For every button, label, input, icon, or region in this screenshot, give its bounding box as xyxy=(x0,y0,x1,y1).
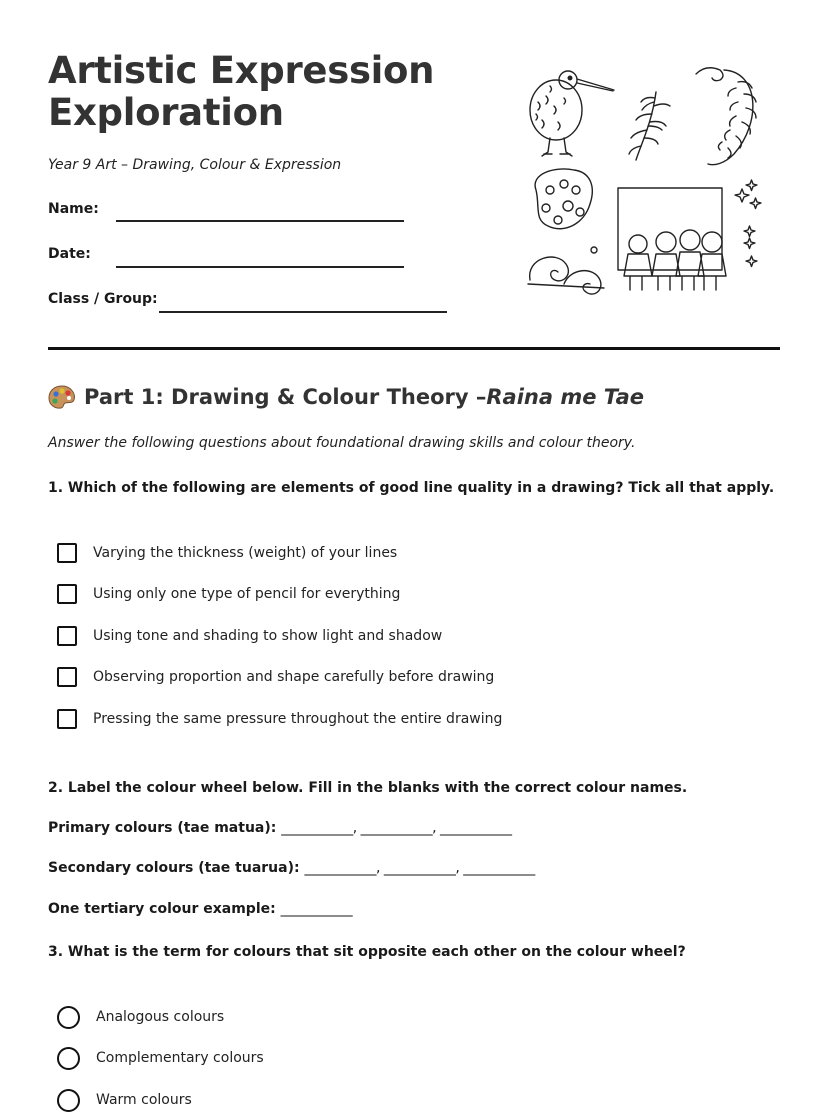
q3-option-3[interactable] xyxy=(57,1088,192,1112)
part1-instructions: Answer the following questions about foundational drawing skills and colour theory. xyxy=(48,435,636,451)
checkbox[interactable] xyxy=(57,543,77,563)
date-label: Date: xyxy=(48,246,91,262)
kiwi-bird-icon xyxy=(530,71,614,156)
option-label: Complementary colours xyxy=(96,1050,264,1066)
tertiary-colour-row xyxy=(48,901,352,917)
radio-button[interactable] xyxy=(57,1047,80,1070)
checkbox[interactable] xyxy=(57,626,77,646)
tertiary-colour-blank[interactable]: ___________ xyxy=(280,901,353,917)
checkbox[interactable] xyxy=(57,709,77,729)
q1-option-4[interactable] xyxy=(57,665,494,689)
q1-option-3[interactable] xyxy=(57,624,442,648)
q1-option-1[interactable] xyxy=(57,541,397,565)
question-1: 1. Which of the following are elements of good line quality in a drawing? Tick all that apply. xyxy=(48,480,775,496)
primary-colours-blanks[interactable]: ___________, ___________, ___________ xyxy=(281,820,512,836)
q1-option-2[interactable] xyxy=(57,582,400,606)
radio-button[interactable] xyxy=(57,1089,80,1112)
palette-icon xyxy=(48,384,76,410)
question-3: 3. What is the term for colours that sit opposite each other on the colour wheel? xyxy=(48,944,686,960)
part1-heading xyxy=(48,384,644,410)
primary-colours-label: Primary colours (tae matua): xyxy=(48,820,277,836)
page-subtitle: Year 9 Art – Drawing, Colour & Expression xyxy=(48,157,342,173)
q3-option-1[interactable] xyxy=(57,1005,224,1029)
dotted-stone-icon xyxy=(535,169,592,229)
checkbox[interactable] xyxy=(57,667,77,687)
date-field[interactable] xyxy=(116,266,404,268)
tertiary-colour-label: One tertiary colour example: xyxy=(48,901,276,917)
stars-icon xyxy=(735,180,761,267)
option-label: Observing proportion and shape carefully before drawing xyxy=(93,669,495,685)
koru-fern-frond-icon xyxy=(696,68,756,165)
children-at-board-icon xyxy=(618,188,726,290)
name-label: Name: xyxy=(48,201,99,217)
radio-button[interactable] xyxy=(57,1006,80,1029)
secondary-colours-row xyxy=(48,860,535,876)
checkbox[interactable] xyxy=(57,584,77,604)
page-title xyxy=(48,50,434,134)
primary-colours-row xyxy=(48,820,512,836)
option-label: Analogous colours xyxy=(96,1009,225,1025)
option-label: Warm colours xyxy=(96,1092,192,1108)
part1-title: Part 1: Drawing & Colour Theory – xyxy=(84,385,487,409)
option-label: Using tone and shading to show light and shadow xyxy=(93,628,443,644)
q1-option-5[interactable] xyxy=(57,707,502,731)
name-field[interactable] xyxy=(116,220,404,222)
class-group-label: Class / Group: xyxy=(48,291,158,307)
page-title-line1: Artistic Expression xyxy=(48,49,435,92)
option-label: Using only one type of pencil for everything xyxy=(93,586,401,602)
part1-title-maori: Raina me Tae xyxy=(486,385,645,409)
option-label: Varying the thickness (weight) of your lines xyxy=(93,545,398,561)
question-2: 2. Label the colour wheel below. Fill in the blanks with the correct colour names. xyxy=(48,780,688,796)
secondary-colours-label: Secondary colours (tae tuarua): xyxy=(48,860,300,876)
header-illustration xyxy=(524,62,786,302)
swirl-koru-icon xyxy=(528,247,604,294)
q3-option-2[interactable] xyxy=(57,1046,264,1070)
fern-leaf-icon xyxy=(629,92,670,160)
option-label: Pressing the same pressure throughout the entire drawing xyxy=(93,711,503,727)
section-divider xyxy=(48,347,780,350)
page-title-line2: Exploration xyxy=(48,91,284,134)
secondary-colours-blanks[interactable]: ___________, ___________, ___________ xyxy=(304,860,535,876)
class-group-field[interactable] xyxy=(159,311,447,313)
